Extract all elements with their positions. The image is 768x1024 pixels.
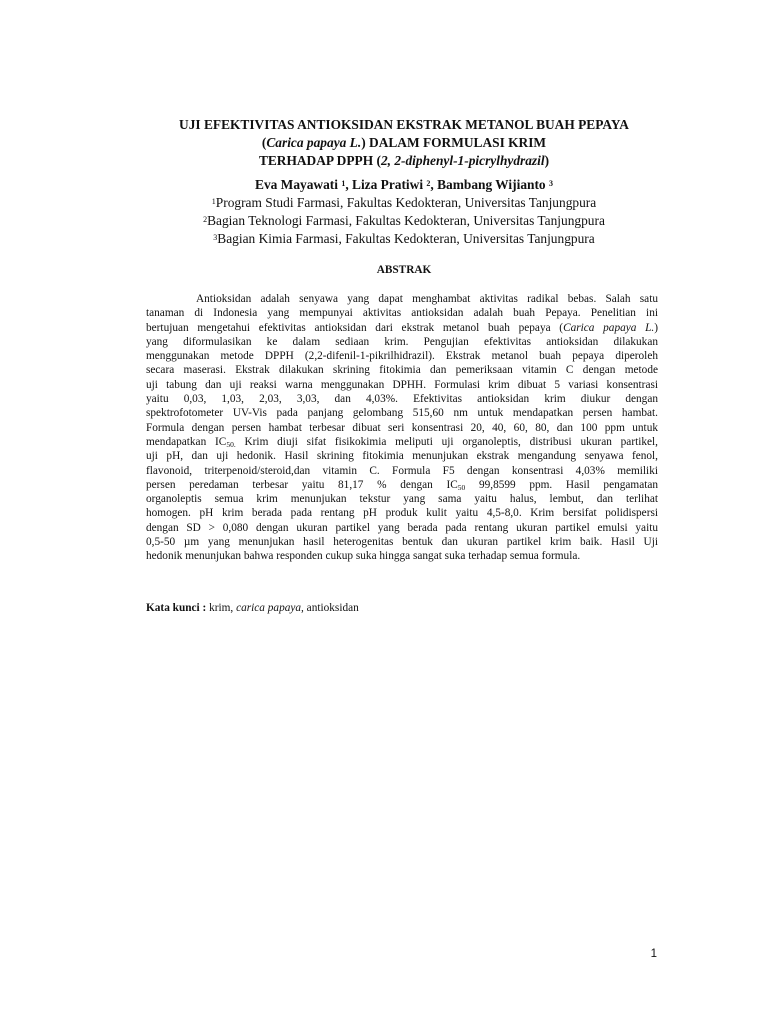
abstract-text: mendapatkan IC [146, 435, 227, 448]
affiliation [100, 212, 708, 230]
affiliation-mark: 1 [211, 197, 216, 206]
abstract-text: Antioksidan adalah senyawa yang dapat menghambat aktivitas radikal bebas. Salah satu [196, 293, 658, 305]
abstract-line [146, 406, 658, 420]
abstract-subscript: 50 [457, 482, 466, 492]
abstract-line [146, 492, 658, 506]
abstract-line [146, 549, 658, 563]
title-line-2-rest: ) DALAM FORMULASI KRIM [361, 135, 547, 150]
abstract-heading: ABSTRAK [376, 264, 432, 276]
abstract-text: persen peredaman terbesar yaitu 81,17 % dengan IC [146, 478, 458, 491]
title-line-1: UJI EFEKTIVITAS ANTIOKSIDAN EKSTRAK METANOL BUAH PEPAYA [179, 117, 629, 132]
title-line-2 [100, 134, 708, 152]
abstract-line [146, 378, 658, 392]
affiliation-text: Bagian Kimia Farmasi, Fakultas Kedokteran, Universitas Tanjungpura [217, 231, 595, 246]
abstract-italic-text: Carica papaya L. [563, 321, 655, 334]
affiliation-mark: 3 [213, 233, 218, 242]
author-affiliation-mark: 3 [548, 179, 553, 188]
paper-title [100, 116, 708, 170]
abstract-line [146, 478, 658, 492]
title-species-name: Carica papaya L. [266, 135, 362, 150]
abstract-text: spektrofotometer UV-Vis pada panjang gelombang 515,60 nm untuk mendapatkan persen hambat. [146, 407, 658, 420]
abstract-line [146, 321, 658, 335]
abstract-text: 0,5-50 µm yang menunjukan hasil heterogenitas bentuk dan ukuran partikel krim baik. Hasil Uji [146, 536, 658, 549]
abstract-line [146, 292, 658, 306]
abstract-line [146, 306, 658, 320]
abstract-line [146, 506, 658, 520]
abstract-text: uji pH, dan uji hedonik. Hasil skrining fitokimia menunjukan ekstrak mengandung senyawa fenol, [146, 450, 658, 463]
author-separator: , [345, 177, 353, 192]
author-name: Eva Mayawati [255, 177, 342, 192]
keyword: carica papaya, [236, 602, 304, 614]
abstract-text: organoleptis semua krim menunjukan tekstur yang sama yaitu halus, lembut, dan terlihat [146, 493, 658, 506]
abstract-text: menggunakan metode DPPH (2,2-difenil-1-pikrilhidrazil). Ekstrak metanol buah pepaya diperoleh [146, 350, 658, 363]
abstract-text: Formula dengan persen hambat terbesar dibuat seri konsentrasi 20, 40, 60, 80, dan 100 ppm untuk [146, 421, 658, 434]
author-name: Liza Pratiwi [352, 177, 427, 192]
keyword: antioksidan [303, 602, 359, 614]
abstract-line [146, 392, 658, 406]
abstract-line [146, 449, 658, 463]
page-number: 1 [650, 948, 657, 960]
affiliation-text: Bagian Teknologi Farmasi, Fakultas Kedokteran, Universitas Tanjungpura [207, 213, 605, 228]
abstract-line [146, 535, 658, 549]
author [437, 177, 553, 192]
abstract-text: Krim diuji sifat fisikokimia meliputi uji organoleptis, distribusi ukuran partikel, [235, 435, 658, 448]
author-list [100, 176, 708, 194]
abstract-text: secara maserasi. Ekstrak dilakukan skrining fitokimia dan pemeriksaan vitamin C dengan metode [146, 364, 658, 377]
keyword: krim, [209, 602, 237, 614]
abstract-text: 99,8599 ppm. Hasil pengamatan [465, 478, 659, 491]
affiliation-mark: 2 [203, 215, 208, 224]
abstract-text: hedonik menunjukan bahwa responden cukup suka hingga sangat suka terhadap semua formula. [146, 550, 581, 563]
author-affiliation-mark: 1 [341, 179, 346, 188]
author-name: Bambang Wijianto [437, 177, 549, 192]
affiliation [100, 194, 708, 212]
author [352, 177, 437, 192]
abstract-line [146, 349, 658, 363]
abstract-line [146, 363, 658, 377]
keywords [146, 601, 359, 615]
title-line-3-close: ) [544, 153, 550, 168]
abstract-text: ) [654, 321, 658, 334]
affiliation-text: Program Studi Farmasi, Fakultas Kedokteran, Universitas Tanjungpura [215, 195, 597, 210]
abstract-text: dengan SD > 0,080 dengan ukuran partikel yang berada pada rentang ukuran partikel emulsi yaitu [146, 521, 658, 534]
author-affiliation-mark: 2 [426, 179, 431, 188]
abstract-text: homogen. pH krim berada pada rentang pH produk kulit yaitu 4,5-8,0. Krim bersifat polidispersi [146, 507, 658, 520]
title-line-2-open: ( [261, 135, 267, 150]
abstract-text: tanaman di Indonesia yang mempunyai aktivitas antioksidan adalah buah Pepaya. Penelitian ini [146, 307, 658, 320]
author [255, 177, 352, 192]
abstract-line [146, 521, 658, 535]
keywords-label: Kata kunci : [146, 602, 210, 614]
title-line-3-pre: TERHADAP DPPH ( [258, 153, 381, 168]
abstract-subscript: 50. [226, 439, 236, 449]
abstract-text: bertujuan mengetahui efektivitas antioksidan dari ekstrak metanol buah pepaya ( [146, 321, 564, 334]
abstract-line [146, 335, 658, 349]
abstract-text: flavonoid, triterpenoid/steroid,dan vitamin C. Formula F5 dengan konsentrasi 4,03% memiliki [146, 464, 658, 477]
abstract-body [146, 292, 658, 564]
title-line-3 [100, 152, 708, 170]
abstract-line [146, 421, 658, 435]
abstract-text: yang diformulasikan ke dalam sediaan krim. Pengujian efektivitas antioksidan dilakukan [146, 335, 658, 348]
affiliation [100, 230, 708, 248]
abstract-text: yaitu 0,03, 1,03, 2,03, 3,03, dan 4,03%. Efektivitas antioksidan krim diukur dengan [146, 393, 658, 406]
abstract-text: uji tabung dan uji reaksi warna menggunakan DPHH. Formulasi krim dibuat 5 variasi konsentrasi [146, 378, 658, 391]
title-compound-name: 2, 2-diphenyl-1-picrylhydrazil [380, 153, 545, 168]
affiliation-list [100, 194, 708, 248]
abstract-line [146, 435, 658, 449]
abstract-line [146, 464, 658, 478]
author-separator: , [430, 177, 438, 192]
